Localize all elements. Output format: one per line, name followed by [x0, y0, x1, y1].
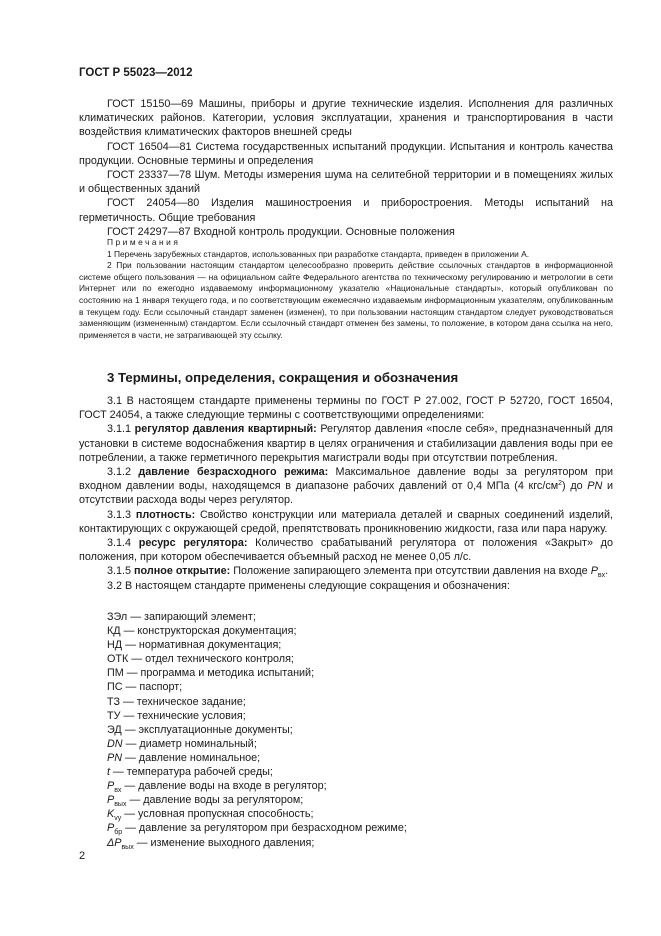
list-item: $\Delta P_{вых}$ — изменение выходного давления;	[107, 836, 315, 851]
list-item: ПС — паспорт;	[107, 681, 183, 694]
list-item: ТЗ — техническое задание;	[107, 695, 246, 708]
list-item: t — температура рабочей среды;	[107, 766, 273, 779]
standard-ref: ГОСТ 23337—78 Шум. Методы измерения шума на селитебной территории и в помещениях жилых и общественных зданий	[79, 169, 613, 196]
list-item: $P_{бр}$ — давление за регулятором при безрасходном режиме;	[107, 822, 407, 837]
page-header: ГОСТ Р 55023—2012	[79, 67, 193, 79]
list-item: ЭД — эксплуатационные документы;	[107, 723, 293, 736]
list-item: $P_{вх}$ — давление воды на входе в регулятор;	[107, 780, 327, 795]
notes-title: Примечания	[107, 237, 181, 247]
paragraph-3-1: 3.1 В настоящем стандарте применены термины по ГОСТ Р 27.002, ГОСТ Р 52720, ГОСТ 16504, ГОСТ 24054, а также следующие термины с соответствующими определениями:	[79, 395, 613, 422]
list-item: ЗЭл — запирающий элемент;	[107, 611, 256, 623]
paragraph-3-2: 3.2 В настоящем стандарте применены следующие сокращения и обозначения:	[107, 579, 510, 592]
list-item: $P_{вых}$ — давление воды за регулятором;	[107, 794, 304, 809]
list-item: ОТК — отдел технического контроля;	[107, 653, 294, 666]
standard-ref: ГОСТ 24054—80 Изделия машиностроения и приборостроения. Методы испытаний на герметичность. Общие требования	[79, 197, 613, 224]
terms-block	[79, 394, 613, 593]
term-3-1-1: 3.1.1 регулятор давления квартирный: Регулятор давления «после себя», предназначенный для установки в системе водоснабжения квартир в целях ограничения и стабилизации давления воды при ее потреблении, а также герметичного перекрытия магистрали воды при отсутствии потребления.	[79, 423, 614, 464]
abbreviation-list	[79, 610, 613, 850]
list-item: НД — нормативная документация;	[107, 639, 282, 652]
term-name: давление безрасходного режима:	[138, 466, 329, 479]
term-3-1-3: 3.1.3 плотность: Свойство конструкции или материала деталей и сварных соединений изделий, контактирующих с окружающей средой, препятствовать проникновению жидкости, газа или пара наружу.	[79, 508, 613, 535]
standard-ref: ГОСТ 24297—87 Входной контроль продукции. Основные положения	[107, 225, 455, 238]
standard-ref: ГОСТ 15150—69 Машины, приборы и другие технические изделия. Исполнения для различных климатических районов. Категории, условия эксплуатации, хранения и транспортирования в части воздействия климатических факторов внешней среды	[79, 98, 613, 139]
term-name: регулятор давления квартирный:	[134, 423, 317, 436]
standard-ref: ГОСТ 16504—81 Система государственных испытаний продукции. Испытания и контроль качества продукции. Основные термины и определения	[79, 140, 613, 167]
list-item: $K_{vy}$ — условная пропускная способность;	[107, 808, 314, 823]
list-item: DN — диаметр номинальный;	[107, 737, 257, 750]
term-3-1-5: 3.1.5 полное открытие: Положение запирающего элемента при отсутствии давления на входе $P_{вх}$.	[107, 565, 609, 580]
list-item: ТУ — технические условия;	[107, 709, 246, 722]
term-3-1-2: 3.1.2 давление безрасходного режима: Максимальное давление воды за регулятором при входном давлении воды, находящемся в диапазоне рабочих давлений от 0,4 МПа (4 кгс/$см^2$) до PN и отсутствии расхода воды через регулятор.	[79, 466, 614, 507]
note-2: 2 При пользовании настоящим стандартом целесообразно проверить действие ссылочных стандартов в информационной системе общего пользования — на официальном сайте Федерального агентства по техническому регулированию и метрологии в сети Интернет или по ежегодно издаваемому информационному указателю «Национальные стандарты», который опубликован по состоянию на 1 января текущего года, и по соответствующим ежемесячно издаваемым информационным указателям, опубликованным в текущем году. Если ссылочный стандарт заменен (изменен), то при пользовании настоящим стандартом следует руководствоваться заменяющим (измененным) стандартом. Если ссылочный стандарт отменен без замены, то положение, в котором дана ссылка на него, применяется в части, не затрагивающей эту ссылку.	[79, 260, 613, 340]
list-item: ПМ — программа и методика испытаний;	[107, 667, 315, 680]
note-1: 1 Перечень зарубежных стандартов, использованных при разработке стандарта, приведен в приложении А.	[107, 248, 530, 259]
normative-references	[79, 97, 613, 239]
term-name: ресурс регулятора:	[138, 537, 248, 550]
notes-block	[79, 237, 613, 341]
list-item: КД — конструкторская документация;	[107, 625, 297, 638]
list-item: PN — давление номинальное;	[107, 751, 261, 764]
term-3-1-4: 3.1.4 ресурс регулятора: Количество срабатываний регулятора от положения «Закрыт» до положения, при котором обеспечивается объемный расход не менее 0,05 л/с.	[79, 537, 613, 564]
page-number: 2	[79, 850, 86, 862]
section-heading: 3 Термины, определения, сокращения и обозначения	[107, 370, 459, 385]
term-name: плотность:	[135, 508, 196, 521]
term-name: полное открытие:	[134, 565, 231, 578]
